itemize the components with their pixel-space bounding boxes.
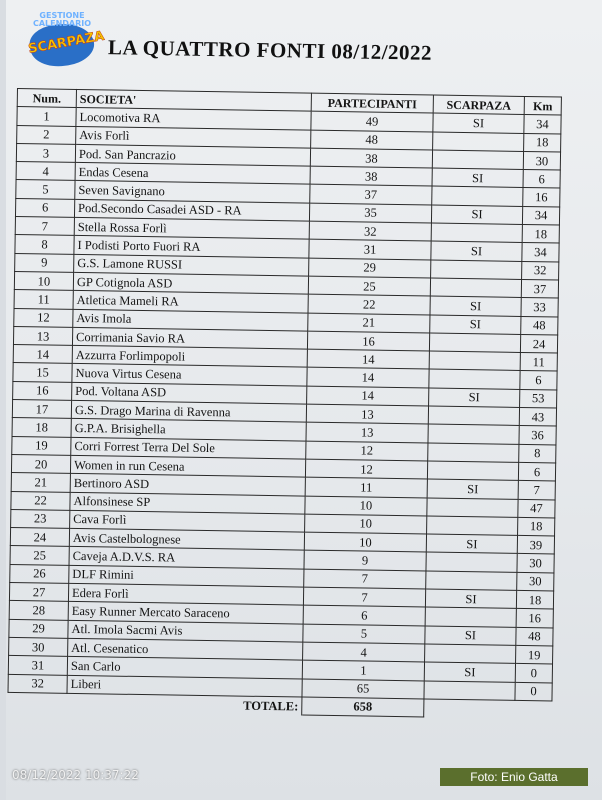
row-num: 15: [13, 363, 72, 382]
row-km: 0: [515, 682, 552, 701]
row-num: 22: [11, 491, 70, 510]
row-num: 14: [13, 345, 72, 364]
row-num: 17: [12, 400, 71, 419]
row-scarpaza: SI: [425, 589, 516, 609]
row-num: 8: [15, 235, 74, 254]
total-spacer: [8, 692, 67, 711]
row-km: 53: [520, 389, 557, 408]
row-num: 24: [10, 528, 69, 547]
scarpaza-logo: [24, 10, 106, 68]
row-partecipanti: 31: [309, 239, 431, 259]
row-scarpaza: [432, 187, 523, 207]
row-scarpaza: [431, 223, 522, 243]
row-scarpaza: [431, 260, 522, 280]
row-partecipanti: 38: [310, 148, 432, 168]
row-km: 48: [516, 627, 553, 646]
row-km: 36: [519, 426, 556, 445]
row-num: 25: [10, 546, 69, 565]
row-km: 0: [515, 664, 552, 683]
row-num: 20: [11, 454, 70, 473]
row-partecipanti: 32: [309, 221, 431, 241]
row-num: 2: [17, 125, 76, 144]
row-km: 32: [522, 261, 559, 280]
photo-timestamp: 08/12/2022 10:37:22: [12, 768, 139, 782]
row-km: 11: [520, 353, 557, 372]
row-partecipanti: 10: [305, 514, 427, 534]
row-scarpaza: [425, 607, 516, 627]
row-partecipanti: 65: [302, 679, 424, 699]
row-scarpaza: SI: [426, 534, 517, 554]
row-scarpaza: SI: [429, 388, 520, 408]
row-societa: Locomotiva RA: [76, 108, 311, 130]
row-societa: Seven Savignano: [75, 181, 310, 203]
row-partecipanti: 6: [303, 605, 425, 625]
row-partecipanti: 11: [305, 477, 427, 497]
row-km: 16: [516, 609, 553, 628]
row-societa: Avis Forlì: [76, 126, 311, 148]
row-partecipanti: 9: [304, 550, 426, 570]
row-societa: Nuova Virtus Cesena: [72, 364, 307, 386]
row-partecipanti: 4: [303, 642, 425, 662]
row-scarpaza: [427, 461, 518, 481]
row-km: 30: [517, 572, 554, 591]
row-scarpaza: [427, 498, 518, 518]
row-partecipanti: 7: [303, 587, 425, 607]
row-partecipanti: 5: [303, 624, 425, 644]
row-km: 6: [523, 170, 560, 189]
row-partecipanti: 14: [307, 368, 429, 388]
row-num: 6: [15, 198, 74, 217]
row-partecipanti: 1: [302, 660, 424, 680]
row-num: 5: [16, 180, 75, 199]
row-num: 32: [8, 674, 67, 693]
row-km: 18: [522, 225, 559, 244]
results-sheet: [7, 88, 562, 720]
row-km: 33: [521, 298, 558, 317]
row-km: 30: [523, 151, 560, 170]
page-title: LA QUATTRO FONTI 08/12/2022: [107, 35, 433, 65]
row-km: 37: [521, 279, 558, 298]
row-partecipanti: 10: [305, 496, 427, 516]
row-societa: Atl. Imola Sacmi Avis: [68, 620, 303, 642]
row-societa: Pod. San Pancrazio: [75, 144, 310, 166]
row-societa: Caveja A.D.V.S. RA: [69, 547, 304, 569]
row-km: 24: [520, 334, 557, 353]
col-num-header: Num.: [17, 89, 76, 108]
row-partecipanti: 29: [309, 258, 431, 278]
row-km: 47: [518, 499, 555, 518]
total-value: 658: [302, 697, 424, 717]
row-km: 34: [524, 115, 561, 134]
row-scarpaza: [428, 424, 519, 444]
row-scarpaza: [429, 351, 520, 371]
row-societa: Alfonsinese SP: [70, 492, 305, 514]
results-table: [7, 88, 562, 720]
row-societa: Bertinoro ASD: [70, 474, 305, 496]
row-scarpaza: SI: [431, 241, 522, 261]
row-partecipanti: 37: [310, 185, 432, 205]
row-scarpaza: [425, 644, 516, 664]
row-partecipanti: 25: [308, 276, 430, 296]
row-scarpaza: SI: [431, 205, 522, 225]
row-km: 16: [523, 188, 560, 207]
row-scarpaza: [427, 516, 518, 536]
col-scarpaza-header: SCARPAZA: [433, 95, 524, 115]
row-num: 9: [15, 253, 74, 272]
row-scarpaza: [426, 552, 517, 572]
row-scarpaza: SI: [432, 168, 523, 188]
row-societa: Pod. Voltana ASD: [72, 382, 307, 404]
row-num: 23: [11, 509, 70, 528]
logo-brand: SCARPAZA: [27, 28, 106, 57]
row-societa: I Podisti Porto Fuori RA: [74, 236, 309, 258]
row-num: 10: [14, 271, 73, 290]
row-partecipanti: 12: [306, 441, 428, 461]
row-societa: G.S. Drago Marina di Ravenna: [71, 400, 306, 422]
row-partecipanti: 21: [308, 313, 430, 333]
row-societa: Atl. Cesenatico: [68, 638, 303, 660]
logo-caption: GESTIONE CALENDARIO: [32, 11, 92, 28]
col-km-header: Km: [524, 96, 561, 115]
row-num: 27: [9, 582, 68, 601]
row-scarpaza: SI: [424, 662, 515, 682]
row-scarpaza: [428, 443, 519, 463]
row-km: 8: [519, 444, 556, 463]
row-num: 4: [16, 162, 75, 181]
row-scarpaza: SI: [430, 315, 521, 335]
row-partecipanti: 16: [307, 331, 429, 351]
row-scarpaza: [433, 132, 524, 152]
row-partecipanti: 38: [310, 166, 432, 186]
row-num: 18: [12, 418, 71, 437]
row-societa: Edera Forlì: [68, 583, 303, 605]
row-num: 31: [8, 656, 67, 675]
row-scarpaza: SI: [430, 296, 521, 316]
row-partecipanti: 13: [306, 404, 428, 424]
row-num: 13: [13, 326, 72, 345]
row-partecipanti: 12: [305, 459, 427, 479]
row-km: 34: [522, 206, 559, 225]
row-km: 7: [518, 481, 555, 500]
row-num: 26: [10, 564, 69, 583]
row-societa: Stella Rossa Forlì: [74, 217, 309, 239]
row-num: 28: [9, 601, 68, 620]
row-km: 18: [518, 517, 555, 536]
row-num: 29: [9, 619, 68, 638]
row-societa: Avis Imola: [73, 309, 308, 331]
row-num: 16: [13, 381, 72, 400]
row-societa: Cava Forlì: [70, 510, 305, 532]
row-societa: Women in run Cesena: [70, 455, 305, 477]
row-scarpaza: [426, 571, 517, 591]
row-num: 11: [14, 290, 73, 309]
row-societa: G.S. Lamone RUSSI: [74, 254, 309, 276]
col-partecipanti-header: PARTECIPANTI: [311, 93, 433, 113]
row-partecipanti: 22: [308, 294, 430, 314]
row-scarpaza: SI: [425, 626, 516, 646]
row-km: 18: [516, 590, 553, 609]
row-societa: Azzurra Forlimpopoli: [72, 346, 307, 368]
row-partecipanti: 7: [304, 569, 426, 589]
row-societa: Endas Cesena: [75, 163, 310, 185]
row-partecipanti: 13: [306, 422, 428, 442]
total-label: TOTALE:: [67, 693, 302, 715]
row-scarpaza: SI: [433, 113, 524, 133]
row-societa: GP Cotignola ASD: [73, 272, 308, 294]
row-num: 1: [17, 107, 76, 126]
row-km: 34: [522, 243, 559, 262]
row-societa: Easy Runner Mercato Saraceno: [68, 602, 303, 624]
row-km: 6: [520, 371, 557, 390]
row-societa: Atletica Mameli RA: [73, 291, 308, 313]
row-num: 21: [11, 473, 70, 492]
row-scarpaza: [424, 680, 515, 700]
row-scarpaza: [432, 150, 523, 170]
row-num: 3: [16, 143, 75, 162]
row-partecipanti: 14: [307, 349, 429, 369]
row-scarpaza: [429, 369, 520, 389]
row-partecipanti: 49: [311, 111, 433, 131]
row-num: 30: [9, 637, 68, 656]
row-km: 19: [516, 645, 553, 664]
row-km: 39: [517, 536, 554, 555]
row-societa: Avis Castelbolognese: [69, 529, 304, 551]
row-societa: Liberi: [67, 675, 302, 697]
row-societa: San Carlo: [67, 657, 302, 679]
row-societa: Corri Forrest Terra Del Sole: [71, 437, 306, 459]
row-num: 19: [12, 436, 71, 455]
row-societa: DLF Rimini: [69, 565, 304, 587]
row-km: 6: [518, 462, 555, 481]
row-societa: Pod.Secondo Casadei ASD - RA: [74, 199, 309, 221]
row-km: 48: [521, 316, 558, 335]
row-partecipanti: 35: [309, 203, 431, 223]
row-km: 18: [524, 133, 561, 152]
row-partecipanti: 14: [307, 386, 429, 406]
row-societa: G.P.A. Brisighella: [71, 419, 306, 441]
row-scarpaza: [428, 406, 519, 426]
table-body: [8, 107, 561, 701]
photo-credit: Foto: Enio Gatta: [440, 768, 588, 786]
col-societa-header: SOCIETA': [76, 89, 311, 111]
row-partecipanti: 10: [304, 532, 426, 552]
row-scarpaza: [430, 278, 521, 298]
row-societa: Corrimania Savio RA: [72, 327, 307, 349]
total-spacer: [424, 699, 515, 719]
row-scarpaza: [429, 333, 520, 353]
row-scarpaza: SI: [427, 479, 518, 499]
total-spacer: [515, 700, 552, 719]
row-num: 7: [15, 217, 74, 236]
row-num: 12: [14, 308, 73, 327]
row-km: 43: [519, 407, 556, 426]
row-partecipanti: 48: [311, 130, 433, 150]
row-km: 30: [517, 554, 554, 573]
